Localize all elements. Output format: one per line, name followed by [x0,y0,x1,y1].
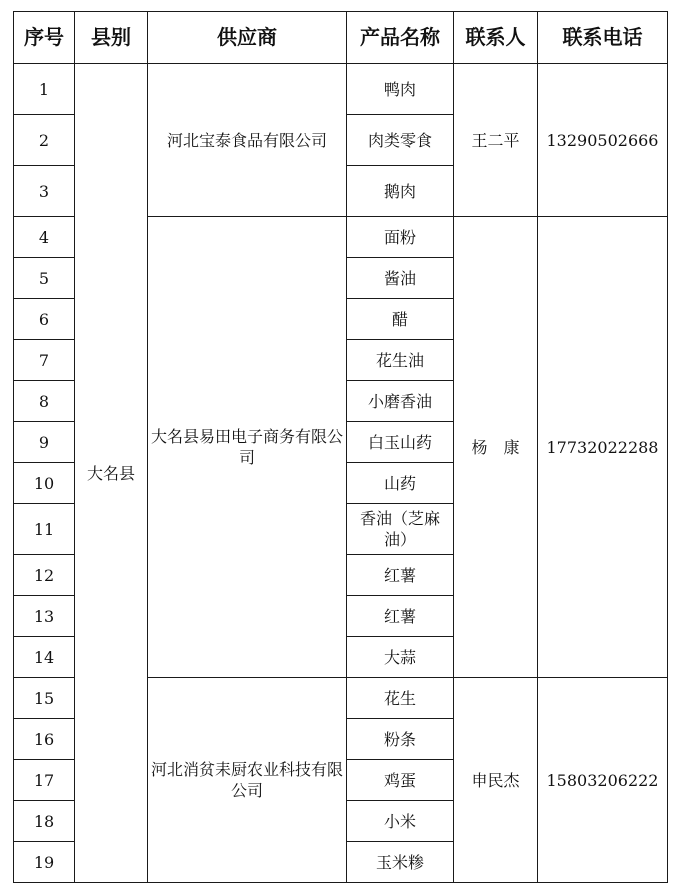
serial-cell: 16 [14,719,75,760]
product-cell: 小磨香油 [347,381,454,422]
supplier-cell: 河北宝泰食品有限公司 [148,64,347,217]
product-cell: 红薯 [347,596,454,637]
product-cell: 醋 [347,299,454,340]
phone-cell: 17732022288 [538,217,668,678]
supplier-cell: 河北消贫耒厨农业科技有限公司 [148,678,347,883]
product-cell: 白玉山药 [347,422,454,463]
product-cell: 酱油 [347,258,454,299]
serial-cell: 18 [14,801,75,842]
phone-cell: 13290502666 [538,64,668,217]
serial-cell: 11 [14,504,75,555]
product-cell: 鸭肉 [347,64,454,115]
product-cell: 肉类零食 [347,115,454,166]
county-cell: 大名县 [75,64,148,883]
product-cell: 花生油 [347,340,454,381]
serial-cell: 12 [14,555,75,596]
serial-cell: 1 [14,64,75,115]
product-cell: 大蒜 [347,637,454,678]
serial-cell: 13 [14,596,75,637]
contact-cell: 申民杰 [454,678,538,883]
product-cell: 面粉 [347,217,454,258]
serial-cell: 2 [14,115,75,166]
table-row [14,64,668,115]
header-supplier: 供应商 [148,12,347,64]
serial-cell: 19 [14,842,75,883]
product-cell: 香油（芝麻油） [347,504,454,555]
serial-cell: 3 [14,166,75,217]
product-cell: 鸡蛋 [347,760,454,801]
serial-cell: 8 [14,381,75,422]
serial-cell: 5 [14,258,75,299]
serial-cell: 17 [14,760,75,801]
supplier-cell: 大名县易田电子商务有限公司 [148,217,347,678]
product-cell: 玉米糁 [347,842,454,883]
header-contact: 联系人 [454,12,538,64]
product-cell: 红薯 [347,555,454,596]
serial-cell: 14 [14,637,75,678]
serial-cell: 15 [14,678,75,719]
header-phone: 联系电话 [538,12,668,64]
product-cell: 山药 [347,463,454,504]
serial-cell: 7 [14,340,75,381]
contact-cell: 杨 康 [454,217,538,678]
serial-cell: 9 [14,422,75,463]
header-product: 产品名称 [347,12,454,64]
phone-cell: 15803206222 [538,678,668,883]
supplier-table [13,11,668,883]
header-county: 县别 [75,12,148,64]
serial-cell: 4 [14,217,75,258]
header-row [14,12,668,64]
product-cell: 粉条 [347,719,454,760]
serial-cell: 6 [14,299,75,340]
contact-cell: 王二平 [454,64,538,217]
serial-cell: 10 [14,463,75,504]
product-cell: 花生 [347,678,454,719]
product-cell: 小米 [347,801,454,842]
header-serial: 序号 [14,12,75,64]
product-cell: 鹅肉 [347,166,454,217]
